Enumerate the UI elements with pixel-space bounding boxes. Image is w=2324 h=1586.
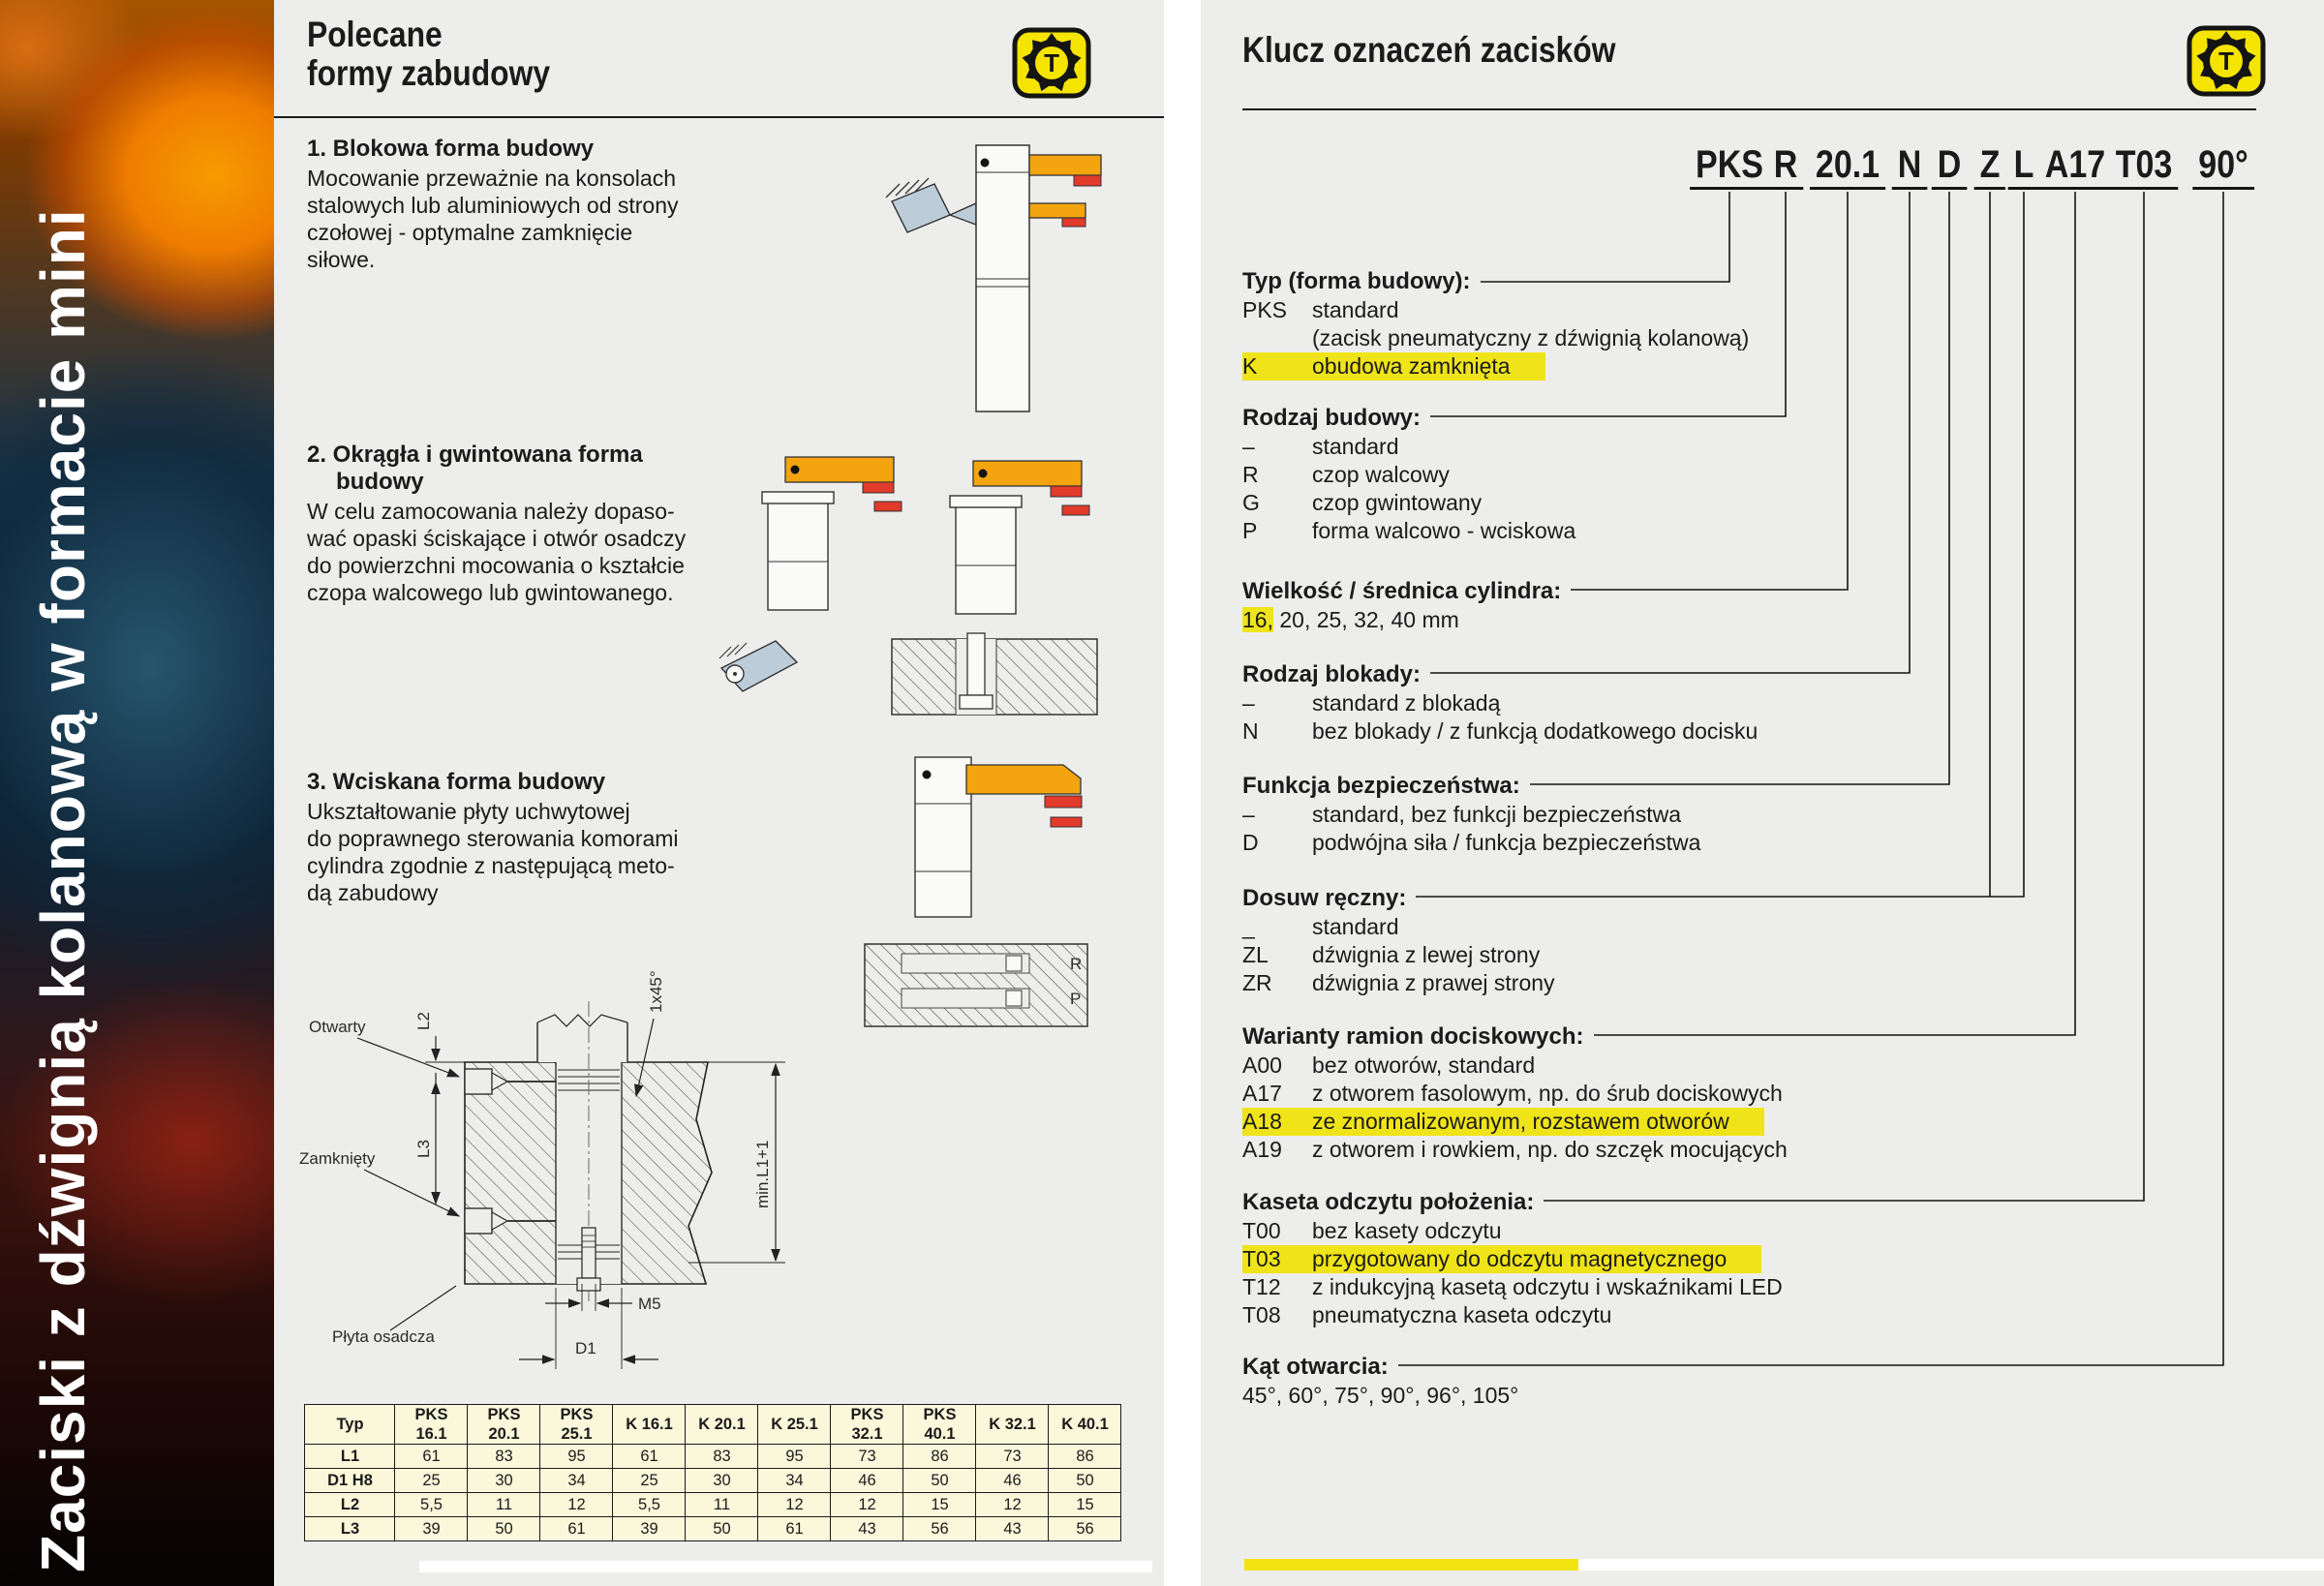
table-cell: 83 xyxy=(469,1445,539,1469)
section-press-in-form xyxy=(307,769,679,906)
table-header-row xyxy=(305,1405,1121,1445)
dim-m5-label: M5 xyxy=(638,1295,661,1313)
drawing-block-form xyxy=(884,134,1107,420)
section-round-threaded-form xyxy=(307,442,686,606)
key-section-rodzaj-blokady xyxy=(1242,660,2114,746)
dim-chamfer-label: 1x45° xyxy=(647,970,665,1013)
table-header: K 20.1 xyxy=(687,1405,757,1445)
label-mounting-plate: Płyta osadcza xyxy=(332,1327,435,1346)
key-section-warianty-ramion xyxy=(1242,1022,2114,1164)
table-header: PKS 16.1 xyxy=(396,1405,467,1445)
key-item: A17 z otworem fasolowym, np. do śrub dociskowych xyxy=(1242,1081,1783,1106)
table-cell: 15 xyxy=(904,1493,975,1517)
key-item-highlighted: T03 przygotowany do odczytu magnetycznego xyxy=(1242,1245,1761,1273)
code-token-pks: PKS xyxy=(1690,143,1769,190)
label-closed: Zamknięty xyxy=(299,1149,376,1168)
key-item: T12 z indukcyjną kasetą odczytu i wskaźnikami LED xyxy=(1242,1274,1783,1299)
size-values: 16, 20, 25, 32, 40 mm xyxy=(1242,607,1459,632)
key-item: A19 z otworem i rowkiem, np. do szczęk mocujących xyxy=(1242,1137,1788,1162)
table-cell: 12 xyxy=(541,1493,612,1517)
key-section-label: Funkcja bezpieczeństwa: xyxy=(1242,772,1530,801)
key-item: ZR dźwignia z prawej strony xyxy=(1242,970,1555,995)
table-cell: 86 xyxy=(904,1445,975,1469)
table-cell: 50 xyxy=(1050,1469,1120,1493)
key-item: PKS standard xyxy=(1242,297,1399,322)
key-item: A00 bez otworów, standard xyxy=(1242,1052,1536,1078)
key-item: G czop gwintowany xyxy=(1242,490,1483,515)
table-header: K 40.1 xyxy=(1050,1405,1120,1445)
table-cell: 50 xyxy=(687,1517,757,1541)
table-cell: 25 xyxy=(614,1469,685,1493)
section1-title: 1. Blokowa forma budowy xyxy=(307,136,595,162)
table-cell: 95 xyxy=(541,1445,612,1469)
table-row xyxy=(305,1469,1121,1493)
left-panel xyxy=(274,0,1164,1586)
key-section-label: Typ (forma budowy): xyxy=(1242,267,1481,296)
dim-l3-label: L3 xyxy=(414,1140,433,1158)
table-cell: 15 xyxy=(1050,1493,1120,1517)
key-section-kat-otwarcia xyxy=(1242,1353,2114,1410)
brand-gear-logo-icon xyxy=(1012,27,1091,99)
code-token-r: R xyxy=(1768,143,1803,190)
table-cell: L2 xyxy=(306,1493,393,1517)
table-cell: 34 xyxy=(759,1469,830,1493)
key-section-wielkosc xyxy=(1242,577,2114,634)
key-section-label: Rodzaj budowy: xyxy=(1242,404,1430,433)
key-section-funkcja-bezpieczenstwa xyxy=(1242,772,2114,857)
dimension-table xyxy=(304,1404,1121,1541)
key-item: P forma walcowo - wciskowa xyxy=(1242,518,1576,543)
table-cell: 5,5 xyxy=(396,1493,467,1517)
key-item: _ standard xyxy=(1242,914,1399,939)
footer-bar-white-left xyxy=(419,1561,1152,1572)
table-cell: 12 xyxy=(832,1493,902,1517)
table-cell: 73 xyxy=(832,1445,902,1469)
key-item: ZL dźwignia z lewej strony xyxy=(1242,942,1541,967)
table-cell: 61 xyxy=(396,1445,467,1469)
table-header: K 16.1 xyxy=(614,1405,685,1445)
left-title-line2: formy zabudowy xyxy=(307,53,551,93)
key-section-label: Rodzaj blokady: xyxy=(1242,660,1430,689)
drawing-press-in-form xyxy=(855,746,1107,1030)
table-cell: 11 xyxy=(687,1493,757,1517)
code-token-size: 20.1 xyxy=(1810,143,1885,190)
key-item: T00 bez kasety odczytu xyxy=(1242,1218,1502,1243)
dim-d1-label: D1 xyxy=(575,1339,596,1357)
key-section-label: Warianty ramion dociskowych: xyxy=(1242,1022,1594,1052)
left-title-line1: Polecane xyxy=(307,15,443,54)
drawing-mounting-plate-section xyxy=(282,955,843,1390)
table-cell: 86 xyxy=(1050,1445,1120,1469)
label-open: Otwarty xyxy=(309,1018,366,1036)
table-header: PKS 20.1 xyxy=(469,1405,539,1445)
channel-label-r: R xyxy=(1070,955,1083,973)
section2-title: 2. Okrągła i gwintowana forma budowy xyxy=(307,442,643,495)
table-cell: 12 xyxy=(759,1493,830,1517)
table-cell: 12 xyxy=(977,1493,1048,1517)
key-item: R czop walcowy xyxy=(1242,462,1450,487)
table-header: K 32.1 xyxy=(977,1405,1048,1445)
dim-min-l1-label: min.L1+1 xyxy=(753,1140,772,1208)
table-cell: 43 xyxy=(832,1517,902,1541)
key-section-typ xyxy=(1242,267,2114,381)
table-cell: 95 xyxy=(759,1445,830,1469)
table-row xyxy=(305,1445,1121,1469)
footer-bar-white-right xyxy=(1578,1559,2324,1571)
right-panel-title: Klucz oznaczeń zacisków xyxy=(1242,30,1616,70)
table-cell: 30 xyxy=(469,1469,539,1493)
table-cell: 56 xyxy=(904,1517,975,1541)
section3-title: 3. Wciskana forma budowy xyxy=(307,769,606,795)
ordering-code xyxy=(1201,141,2324,190)
section2-body: W celu zamocowania należy dopaso- wać opaski ściskające i otwór osadczy do powierzchni mocowania o kształcie czopa walcowego lub gwintowanego. xyxy=(307,499,687,605)
table-cell: 11 xyxy=(469,1493,539,1517)
table-cell: 43 xyxy=(977,1517,1048,1541)
table-header: Typ xyxy=(306,1405,393,1445)
section1-body: Mocowanie przeważnie na konsolach stalowych lub aluminiowych od strony czołowej - optymalne zamknięcie siłowe. xyxy=(307,166,679,272)
key-section-label: Kąt otwarcia: xyxy=(1242,1353,1398,1382)
table-cell: D1 H8 xyxy=(306,1469,393,1493)
key-item-highlighted: A18 ze znormalizowanym, rozstawem otworów xyxy=(1242,1108,1764,1136)
table-row xyxy=(305,1493,1121,1517)
table-cell: L1 xyxy=(306,1445,393,1469)
key-section-label: Kaseta odczytu położenia: xyxy=(1242,1188,1544,1217)
table-header: PKS 32.1 xyxy=(832,1405,902,1445)
key-item: T08 pneumatyczna kaseta odczytu xyxy=(1242,1302,1612,1327)
section-block-form xyxy=(307,136,679,273)
code-token-n: N xyxy=(1892,143,1927,190)
key-section-label: Dosuw ręczny: xyxy=(1242,884,1416,913)
table-cell: 5,5 xyxy=(614,1493,685,1517)
section3-body: Ukształtowanie płyty uchwytowej do poprawnego sterowania komorami cylindra zgodnie z następującą meto- dą zabudowy xyxy=(307,799,679,905)
table-cell: 61 xyxy=(541,1517,612,1541)
logo-letter: T xyxy=(2218,46,2234,76)
table-cell: 39 xyxy=(614,1517,685,1541)
code-token-d: D xyxy=(1932,143,1967,190)
channel-label-p: P xyxy=(1070,990,1082,1008)
table-cell: 34 xyxy=(541,1469,612,1493)
table-cell: 61 xyxy=(614,1445,685,1469)
header-rule xyxy=(274,116,1164,118)
table-cell: 50 xyxy=(469,1517,539,1541)
code-token-angle: 90° xyxy=(2192,143,2253,190)
table-header: K 25.1 xyxy=(759,1405,830,1445)
key-item: D podwójna siła / funkcja bezpieczeństwa xyxy=(1242,830,1701,855)
table-header: PKS 40.1 xyxy=(904,1405,975,1445)
key-item: – standard z blokadą xyxy=(1242,690,1501,716)
table-cell: 61 xyxy=(759,1517,830,1541)
table-cell: 30 xyxy=(687,1469,757,1493)
table-cell: 46 xyxy=(832,1469,902,1493)
table-cell: 39 xyxy=(396,1517,467,1541)
logo-letter: T xyxy=(1044,48,1059,77)
left-panel-title xyxy=(307,15,550,93)
table-cell: 25 xyxy=(396,1469,467,1493)
photo-sidebar xyxy=(0,0,274,1586)
key-section-rodzaj-budowy xyxy=(1242,404,2114,545)
key-section-dosuw-reczny xyxy=(1242,884,2114,997)
vertical-page-title: Zaciski z dźwignią kolanową w formacie mini xyxy=(28,208,98,1572)
angle-values: 45°, 60°, 75°, 90°, 96°, 105° xyxy=(1242,1383,1519,1408)
code-token-t03: T03 xyxy=(2110,143,2178,190)
drawing-round-threaded-form xyxy=(712,442,1109,724)
key-section-kaseta-odczytu xyxy=(1242,1188,2114,1329)
key-section-label: Wielkość / średnica cylindra: xyxy=(1242,577,1571,606)
table-cell: L3 xyxy=(306,1517,393,1541)
table-cell: 83 xyxy=(687,1445,757,1469)
key-item: (zacisk pneumatyczny z dźwignią kolanową) xyxy=(1312,325,1750,351)
key-item-highlighted: K obudowa zamknięta xyxy=(1242,352,1545,381)
code-token-l: L xyxy=(2008,143,2040,190)
code-token-a17: A17 xyxy=(2039,143,2111,190)
panel-gap xyxy=(1164,0,1201,1586)
key-item: – standard xyxy=(1242,434,1399,459)
size-value-highlighted: 16, xyxy=(1242,607,1273,632)
table-cell: 56 xyxy=(1050,1517,1120,1541)
dim-l2-label: L2 xyxy=(414,1012,433,1030)
right-panel xyxy=(1201,0,2324,1586)
key-item: N bez blokady / z funkcją dodatkowego docisku xyxy=(1242,718,1758,744)
table-cell: 50 xyxy=(904,1469,975,1493)
table-cell: 46 xyxy=(977,1469,1048,1493)
code-token-z: Z xyxy=(1974,143,2006,190)
table-row xyxy=(305,1517,1121,1541)
table-header: PKS 25.1 xyxy=(541,1405,612,1445)
key-item: – standard, bez funkcji bezpieczeństwa xyxy=(1242,802,1681,827)
table-cell: 73 xyxy=(977,1445,1048,1469)
footer-bar-yellow xyxy=(1244,1559,1578,1571)
